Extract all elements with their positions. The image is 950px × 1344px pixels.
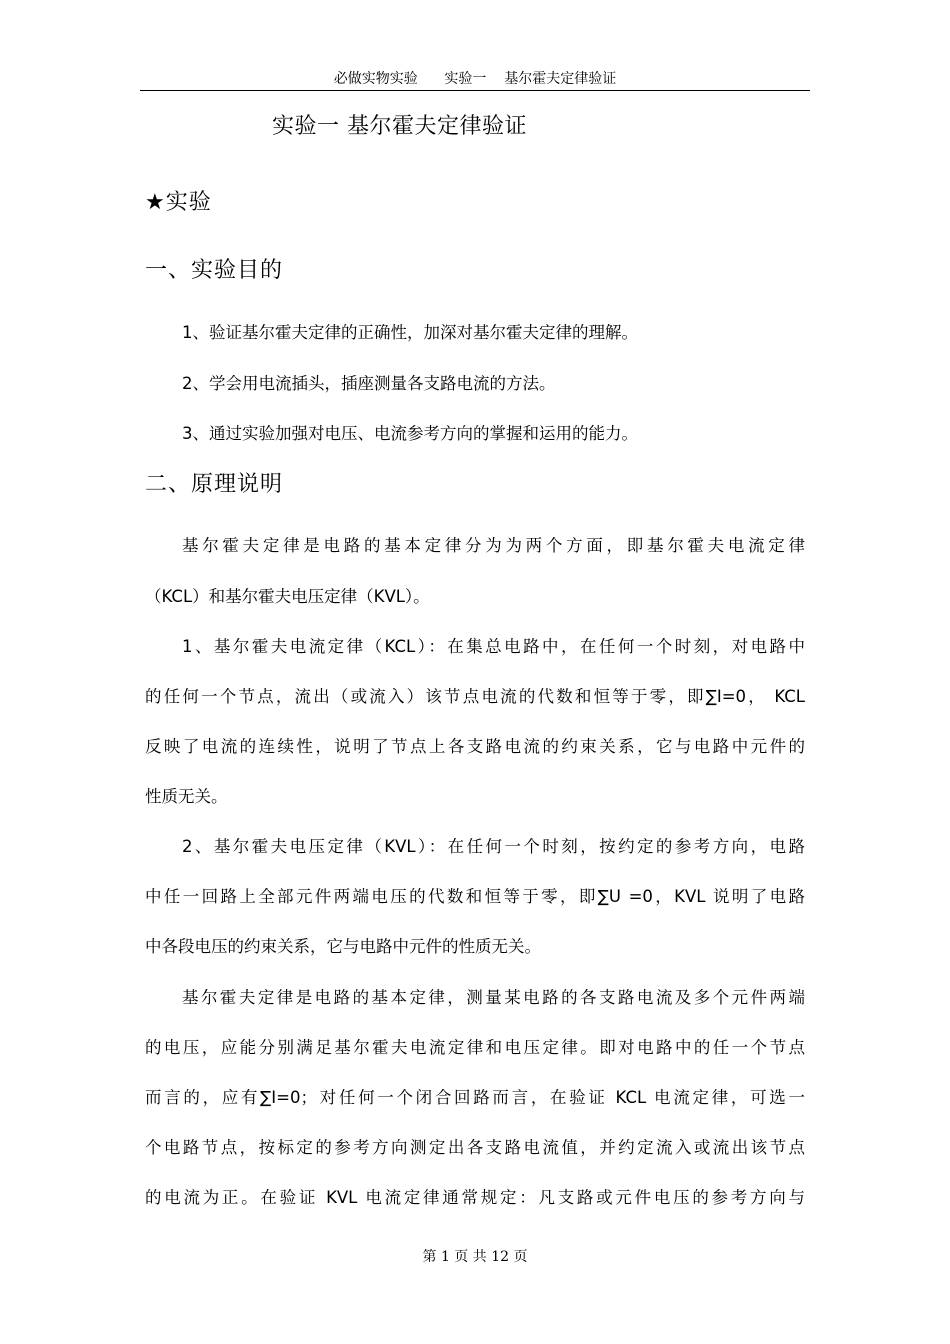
- principle-line-7: 2、基尔霍夫电压定律（KVL）：在任何一个时刻，按约定的参考方向，电路: [182, 837, 805, 856]
- principle-line-2: （KCL）和基尔霍夫电压定律（KVL）。: [145, 587, 430, 606]
- principle-line-3: 1、基尔霍夫电流定律（KCL）：在集总电路中，在任何一个时刻，对电路中: [182, 637, 805, 656]
- principle-line-8: 中任一回路上全部元件两端电压的代数和恒等于零，即∑U =0，KVL 说明了电路: [145, 887, 805, 906]
- principle-line-13: 个电路节点，按标定的参考方向测定出各支路电流值，并约定流入或流出该节点: [145, 1138, 805, 1157]
- purpose-item-3: 3、通过实验加强对电压、电流参考方向的掌握和运用的能力。: [182, 424, 638, 443]
- principle-line-10: 基尔霍夫定律是电路的基本定律，测量某电路的各支路电流及多个元件两端: [182, 988, 805, 1007]
- principle-line-1: 基尔霍夫定律是电路的基本定律分为为两个方面，即基尔霍夫电流定律: [182, 536, 805, 555]
- principle-line-14: 的电流为正。在验证 KVL 电流定律通常规定：凡支路或元件电压的参考方向与: [145, 1188, 805, 1207]
- section-heading-purpose: 一、实验目的: [145, 258, 284, 283]
- principle-line-4: 的任何一个节点，流出（或流入）该节点电流的代数和恒等于零，即∑I=0， KCL: [145, 687, 805, 706]
- principle-line-11: 的电压，应能分别满足基尔霍夫电流定律和电压定律。即对电路中的任一个节点: [145, 1038, 805, 1057]
- principle-line-12: 而言的，应有∑I=0；对任何一个闭合回路而言，在验证 KCL 电流定律，可选一: [145, 1088, 805, 1107]
- purpose-item-1: 1、验证基尔霍夫定律的正确性，加深对基尔霍夫定律的理解。: [182, 323, 638, 342]
- running-header: 必做实物实验 实验一 基尔霍夫定律验证: [140, 70, 810, 91]
- purpose-item-2: 2、学会用电流插头，插座测量各支路电流的方法。: [182, 374, 556, 393]
- section-heading-principle: 二、原理说明: [145, 472, 284, 497]
- principle-line-5: 反映了电流的连续性，说明了节点上各支路电流的约束关系，它与电路中元件的: [145, 737, 805, 756]
- section-heading-experiment: ★实验: [145, 190, 212, 215]
- document-title: 实验一 基尔霍夫定律验证: [272, 114, 527, 139]
- page-number: 第 1 页 共 12 页: [422, 1249, 528, 1265]
- principle-line-9: 中各段电压的约束关系，它与电路中元件的性质无关。: [145, 937, 541, 956]
- principle-line-6: 性质无关。: [145, 787, 228, 806]
